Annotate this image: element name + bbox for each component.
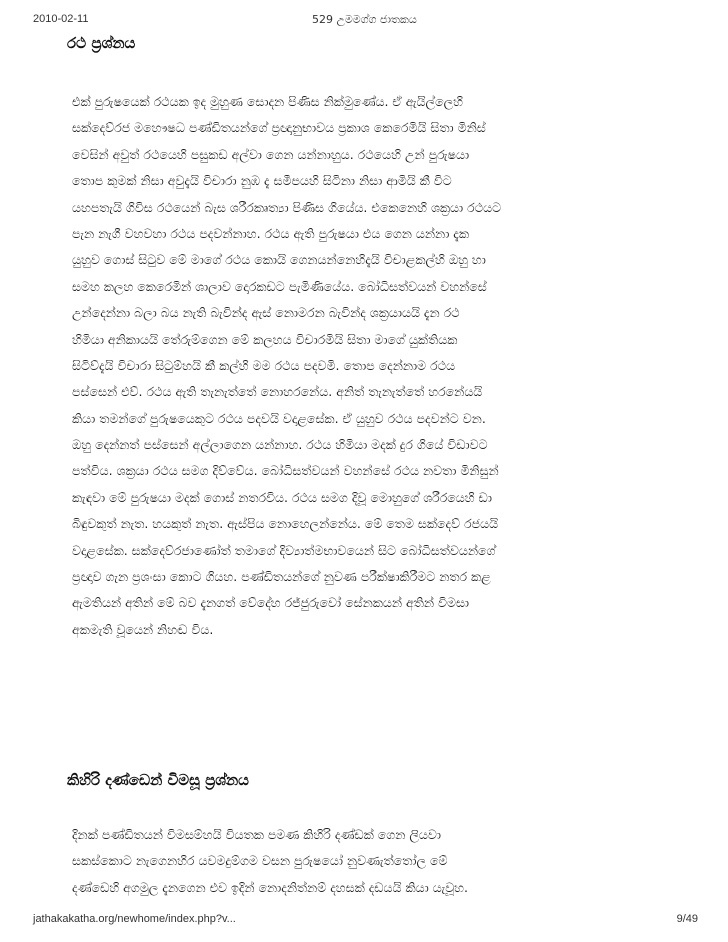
text-line: දණ්ඩෙහි අගමුල දැනගෙන එව ඉදින් නොදනිත්නම් දහසක් දඩයයි කියා යැවූහ. xyxy=(72,879,468,895)
print-date: 2010-02-11 xyxy=(33,13,89,25)
text-line: හිමියා අනිකායයි තේරුම්ගෙන මේ කලහය විචාරමියි සිතා මාගේ යුක්තියක xyxy=(72,331,458,347)
text-line: සිටිව්දැයි විචාරා සිටුම්හයි කී කල්හි මම රථය පදවමි. තොප දෙන්නාම රථය xyxy=(72,357,456,373)
text-line: දිනක් පණ්ඩිතයන් විමසම්හයි වියතක පමණ කිහිරි දණ්ඩක් ගෙන ලියවා xyxy=(72,827,441,842)
text-line: පත්විය. ශක්‍රයා රථය සමග දිව්වේය. බෝධිසත්වයන් වහන්සේ රථය නවතා මිනිසුන් xyxy=(72,463,499,479)
text-line: වදාළසේක. සක්දෙව්රජාණෝත් තමාගේ දිව්‍යාත්මභාවයෙන් සිට බෝධිසත්වයන්ගේ xyxy=(72,542,496,558)
text-line: ඔහු දෙන්නත් පස්සෙන් අල්ලාගෙන යන්නාහ. රථය හිමියා මදක් දුර ගියේ විඩාවට xyxy=(72,437,488,453)
text-line: තොප කුමක් නිසා අවුදැයි විචාරා නුඹ දැ සමීපයහි සිටිනා නිසා ආමියි කී විට xyxy=(72,173,452,189)
section-heading: කිහිරි දණ්ඩෙන් විමසූ ප්‍රශ්නය xyxy=(67,771,249,789)
text-line: එක් පුරුෂයෙක් රථයක ඉද මුහුණ සොදන පිණිස නික්මුණේය. ඒ ඇයිල්ලෙහි xyxy=(72,94,463,109)
text-line: පස්සෙන් එව්. රථය ඇති තැනැත්තේ නොහරනේය. අනිත් තැනැත්තේ හරනේයයි xyxy=(72,384,483,400)
text-line: සමහ කලහ කෙරෙමින් ශාලාව දොරකඩට පැමිණියේය. බෝධිසත්වයන් වහන්සේ xyxy=(72,278,487,294)
section-body xyxy=(72,822,632,901)
text-line: යුහුව ගොස් සිටුව මේ මාගේ රථය කොයි ගෙනයන්නෙහිදැයි විචාළකල්හි ඔහු හා xyxy=(72,252,486,268)
text-line: වෙසින් අවුත් රථයෙහි පසුකඩ අල්වා ගෙන යන්නාහුය. රථයෙහි උන් පුරුෂයා xyxy=(72,146,470,162)
text-line: කැඳවා මේ පුරුෂයා මදක් ගොස් නතරවිය. රථය සමග දිවූ මොහුගේ ශරීරයෙහි ඩා xyxy=(72,489,492,505)
page-title: 529 උමමග්ග ජාතකය xyxy=(312,13,417,26)
section-body xyxy=(72,89,632,643)
text-line: ප්‍රඥාව ගැන ප්‍රශංසා කොට ගියහ. පණ්ඩිතයන්ගේ නුවණ පරීක්ෂාකිරීමට නතර කළ xyxy=(72,569,491,585)
text-line: උන්දෙන්නා බලා බය නැති බැවින්ද ඇස් නොමරන බැවින්ද ශක්‍රයායයි දැන රථ xyxy=(72,305,460,321)
section-heading: රථ ප්‍රශ්නය xyxy=(67,34,136,52)
page-number: 9/49 xyxy=(676,913,698,925)
source-url: jathakakatha.org/newhome/index.php?v... xyxy=(33,913,236,925)
text-line: බිඳුවකුත් නැත. හයකුත් නැත. ඇස්පිය නොහෙලන්නේය. මේ තෙම සක්දෙව් රජයයි xyxy=(72,516,499,532)
text-line: අකමැති වූයෙන් නිහඬ විය. xyxy=(72,621,214,637)
text-line: සකස්කොට නැගෙනහිර යවමදුම්ගම වසන පුරුෂයෝ නුවණැත්තෝල මේ xyxy=(72,853,448,869)
text-line: ඇමතියන් අතින් මේ බව දැනගත් වේදේහ රජ්ජුරුවෝ සේනකයන් අතින් විමසා xyxy=(72,595,470,611)
text-line: කියා තමන්ගේ පුරුෂයෙකුට රථය පදවයි වදාළසේක. ඒ යුහුව රථය පදවන්ට වන. xyxy=(72,410,486,426)
text-line: පැන නැගී වහවහා රථය පදවන්නාහ. රථය ඇති පුරුෂයා එය ගෙන යන්නා දැක xyxy=(72,225,469,241)
text-line: සක්දෙව්රජ මහෞෂධ පණ්ඩිතයන්ගේ ප්‍රඥානුභාවය ප්‍රකාශ කෙරෙමියි සිතා මිනිස් xyxy=(72,120,486,136)
text-line: යහපතැයි ගිවිස රථයෙන් බැස ශරීරකෘත්‍යා පිණිස ගියේය. එකෙනෙහි ශක්‍රයා රථයට xyxy=(72,199,502,215)
